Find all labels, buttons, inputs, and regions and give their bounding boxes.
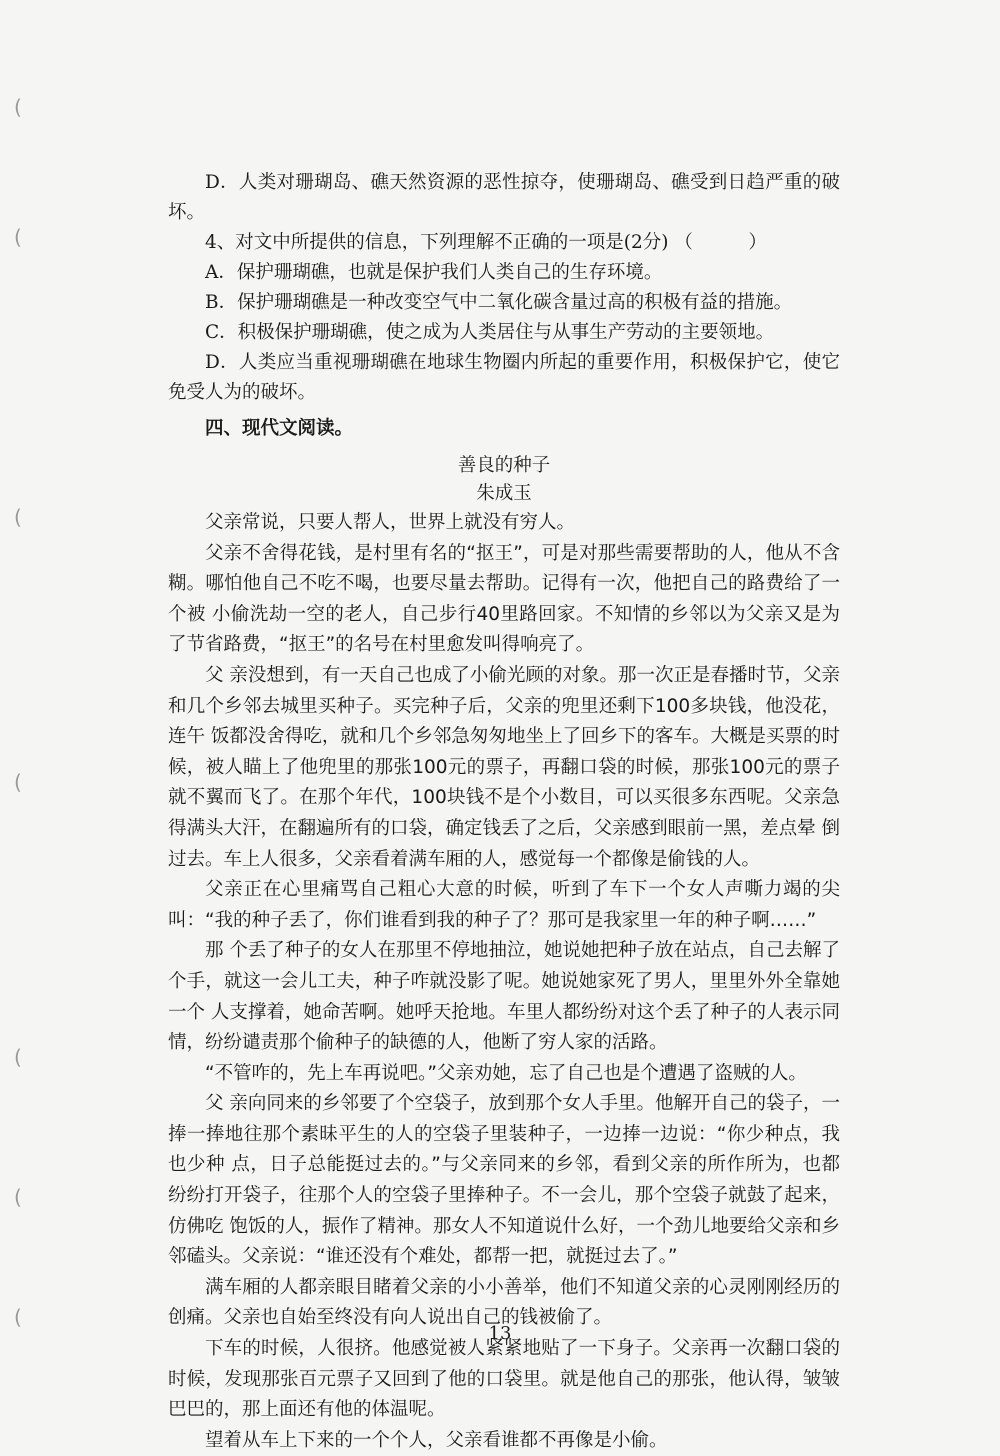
story-paragraph: 父 亲向同来的乡邻要了个空袋子，放到那个女人手里。他解开自己的袋子，一捧一捧地往那个素昧平生的人的空袋子里装种子，一边捧一边说：“你少种点，我也少种 点，日子总能挺过去的。”与父亲同来的乡邻，看到父亲的所作所为，也都纷纷打开袋子，往那个人的空袋子里捧种子。不一会儿，那个空袋子就鼓了起来，仿佛吃 饱饭的人，振作了精神。那女人不知道说什么好，一个劲儿地要给父亲和乡邻磕头。父亲说：“谁还没有个难处，都帮一把，就挺过去了。” bbox=[168, 1093, 840, 1268]
story-paragraph: 下车的时候，人很挤。他感觉被人紧紧地贴了一下身子。父亲再一次翻口袋的时候，发现那张百元票子又回到了他的口袋里。就是他自己的那张，他认得，皱皱巴巴的，那上面还有他的体温呢。 bbox=[168, 1338, 840, 1421]
question-4-option-d: D．人类应当重视珊瑚礁在地球生物圈内所起的重要作用，积极保护它，使它免受人为的破坏。 bbox=[168, 352, 840, 403]
story-paragraph: “不管咋的，先上车再说吧。”父亲劝她，忘了自己也是个遭遇了盗贼的人。 bbox=[205, 1062, 807, 1084]
story-title-block bbox=[168, 452, 840, 508]
story-title: 善良的种子 bbox=[457, 455, 551, 476]
margin-mark: ( bbox=[14, 770, 22, 794]
question-4-stem: 4、对文中所提供的信息，下列理解不正确的一项是(2分) （ ） bbox=[205, 232, 767, 253]
question-4-option-b: B．保护珊瑚礁是一种改变空气中二氧化碳含量过高的积极有益的措施。 bbox=[205, 292, 793, 313]
story-paragraph: 望着从车上下来的一个个人，父亲看谁都不再像是小偷。 bbox=[205, 1429, 668, 1451]
margin-mark: ( bbox=[14, 505, 22, 529]
story-paragraph: 父亲不舍得花钱，是村里有名的“抠王”，可是对那些需要帮助的人，他从不含糊。哪怕他自己不吃不喝，也要尽量去帮助。记得有一次，他把自己的路费给了一个被 小偷洗劫一空的老人，自己步行40里路回家。不知情的乡邻以为父亲又是为了节省路费，“抠王”的名号在村里愈发叫得响亮了。 bbox=[168, 542, 840, 656]
question-4-option-a: A．保护珊瑚礁，也就是保护我们人类自己的生存环境。 bbox=[205, 262, 663, 283]
story-paragraph: 那 个丢了种子的女人在那里不停地抽泣，她说她把种子放在站点，自己去解了个手，就这一会儿工夫，种子咋就没影了呢。她说她家死了男人，里里外外全靠她一个 人支撑着，她命苦啊。她呼天抢地。车里人都纷纷对这个丢了种子的人表示同情，纷纷谴责那个偷种子的缺德的人，他断了穷人家的活路。 bbox=[168, 940, 840, 1054]
page-content bbox=[168, 168, 840, 1456]
story-paragraph: 父亲正在心里痛骂自己粗心大意的时候，听到了车下一个女人声嘶力竭的尖叫：“我的种子丢了，你们谁看到我的种子了？那可是我家里一年的种子啊……” bbox=[168, 879, 840, 931]
margin-mark: ( bbox=[14, 1305, 22, 1329]
margin-mark: ( bbox=[14, 1185, 22, 1209]
prev-option-d: D．人类对珊瑚岛、礁天然资源的恶性掠夺，使珊瑚岛、礁受到日趋严重的破坏。 bbox=[168, 172, 840, 223]
story-author: 朱成玉 bbox=[476, 483, 532, 504]
section-heading: 四、现代文阅读。 bbox=[205, 418, 354, 439]
margin-mark: ( bbox=[14, 1045, 22, 1069]
margin-mark: ( bbox=[14, 225, 22, 249]
page-number: 13 bbox=[488, 1323, 512, 1344]
margin-mark: ( bbox=[14, 95, 22, 119]
story-paragraph: 满车厢的人都亲眼目睹着父亲的小小善举，他们不知道父亲的心灵刚刚经历的创痛。父亲也自始至终没有向人说出自己的钱被偷了。 bbox=[168, 1276, 840, 1329]
story bbox=[168, 452, 840, 1456]
story-paragraph: 父亲常说，只要人帮人，世界上就没有穷人。 bbox=[205, 512, 576, 533]
story-paragraph: 父 亲没想到，有一天自己也成了小偷光顾的对象。那一次正是春播时节，父亲和几个乡邻去城里买种子。买完种子后，父亲的兜里还剩下100多块钱，他没花，连午 饭都没舍得吃，就和几个乡邻急匆匆地坐上了回乡下的客车。大概是买票的时候，被人瞄上了他兜里的那张100元的票子，再翻口袋的时候，那张100元的票子 就不翼而飞了。在那个年代，100块钱不是个小数目，可以买很多东西呢。父亲急得满头大汗，在翻遍所有的口袋，确定钱丢了之后，父亲感到眼前一黑，差点晕 倒过去。车上人很多，父亲看着满车厢的人，感觉每一个都像是偷钱的人。 bbox=[168, 664, 840, 870]
binding-margin-marks bbox=[14, 0, 34, 1414]
question-4-option-c: C．积极保护珊瑚礁，使之成为人类居住与从事生产劳动的主要领地。 bbox=[205, 322, 775, 343]
